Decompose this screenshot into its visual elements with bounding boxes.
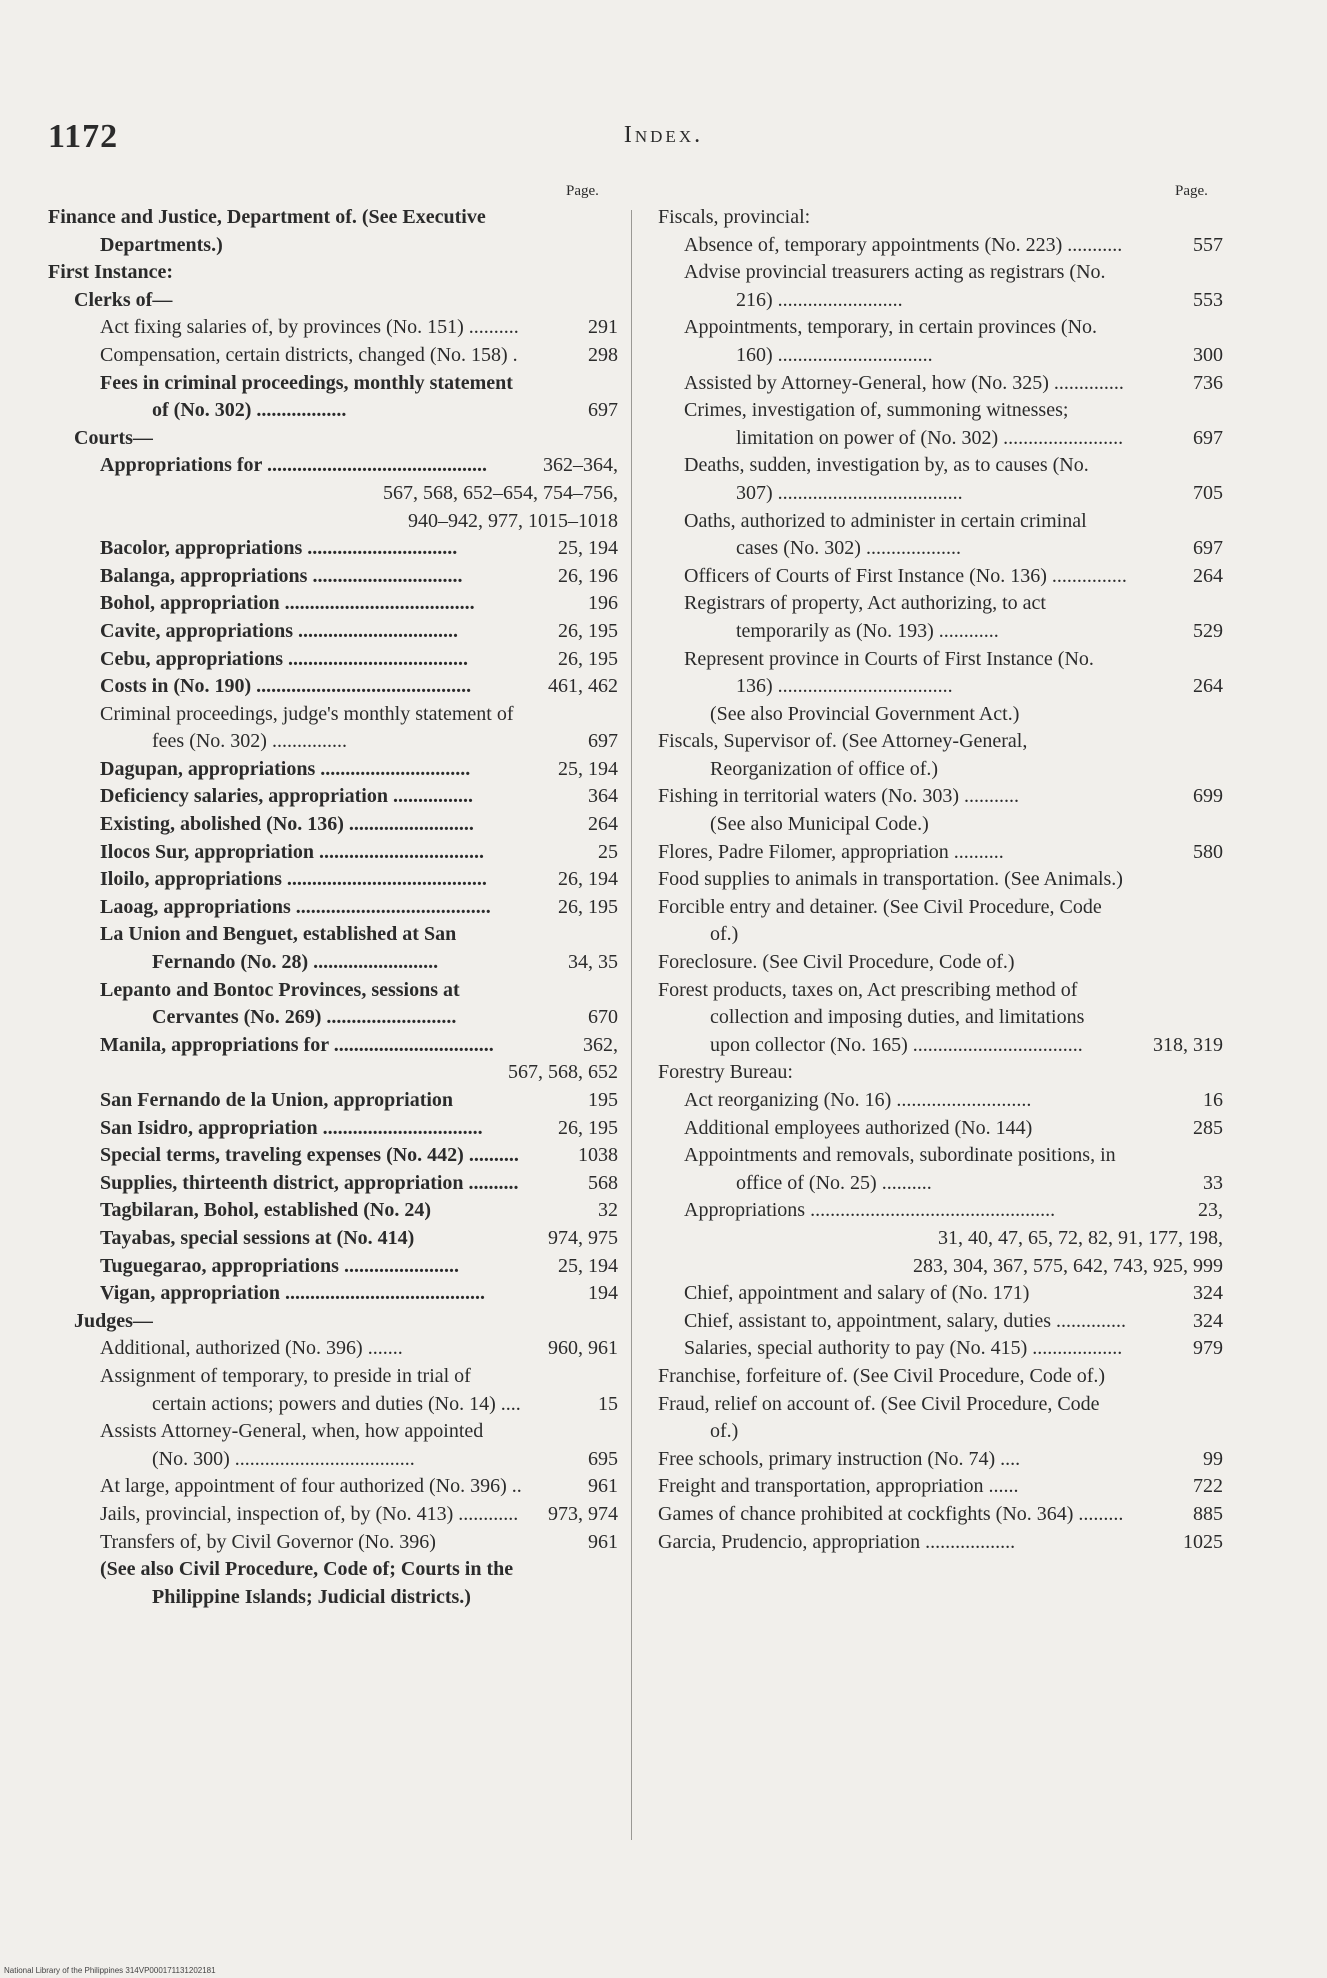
index-entry <box>48 1115 618 1143</box>
index-entry <box>48 811 618 839</box>
index-entry-page: 26, 195 <box>558 619 618 642</box>
index-entry <box>48 894 618 922</box>
index-entry <box>658 508 1223 563</box>
index-entry-text: Cavite, appropriations ................................ <box>100 619 458 642</box>
index-entry <box>48 673 618 701</box>
index-entry <box>48 370 618 425</box>
left-index-column <box>48 204 618 1611</box>
index-entry <box>48 425 618 453</box>
index-entry-text: Chief, assistant to, appointment, salary, duties .............. <box>684 1309 1126 1332</box>
index-entry-page: 697 <box>1193 426 1223 449</box>
index-entry-text: Forestry Bureau: <box>658 1061 793 1084</box>
index-entry <box>48 1032 618 1060</box>
index-entry-page: 461, 462 <box>548 675 618 698</box>
index-entry-text: Clerks of— <box>74 288 173 311</box>
index-entry <box>48 1087 618 1115</box>
index-entry-page: 264 <box>588 813 618 836</box>
index-entry-page: 25 <box>598 840 618 863</box>
index-entry-page: 26, 196 <box>558 564 618 587</box>
index-entry-page: 568 <box>588 1171 618 1194</box>
index-entry-text: Deaths, sudden, investigation by, as to causes (No. 307) ..................................... <box>684 454 1089 504</box>
index-entry <box>658 1308 1223 1336</box>
index-entry <box>48 452 618 480</box>
index-entry <box>658 1225 1223 1253</box>
index-entry-text: Oaths, authorized to administer in certain criminal cases (No. 302) ................... <box>684 509 1087 560</box>
index-entry <box>48 1363 618 1418</box>
index-entry-page: 697 <box>588 730 618 753</box>
index-entry-text: Lepanto and Bontoc Provinces, sessions at Cervantes (No. 269) .......................... <box>100 978 460 1029</box>
index-entry-page: 196 <box>588 592 618 615</box>
index-entry-text: Cebu, appropriations .................................... <box>100 647 469 670</box>
index-entry <box>48 287 618 315</box>
index-entry <box>658 452 1223 507</box>
index-entry-page: 99 <box>1203 1447 1223 1470</box>
index-entry-text: Deficiency salaries, appropriation ................ <box>100 785 473 808</box>
index-entry <box>48 535 618 563</box>
index-entry <box>658 397 1223 452</box>
index-entry-text: Assists Attorney-General, when, how appointed (No. 300) .................................... <box>100 1420 484 1470</box>
index-entry-page: 557 <box>1193 233 1223 256</box>
index-entry-text: First Instance: <box>48 261 173 284</box>
index-entry <box>658 370 1223 398</box>
index-entry-text: Tayabas, special sessions at (No. 414) <box>100 1226 415 1249</box>
index-entry-page: 670 <box>588 1006 618 1029</box>
index-entry <box>48 1529 618 1557</box>
index-entry-text: Additional employees authorized (No. 144) <box>684 1116 1033 1139</box>
index-entry-page: 285 <box>1193 1116 1223 1139</box>
index-entry-page-continuation: 940–942, 977, 1015–1018 <box>408 509 618 532</box>
index-entry-text: Manila, appropriations for ................................ <box>100 1033 494 1056</box>
index-entry <box>48 1280 618 1308</box>
index-entry <box>658 811 1223 839</box>
index-entry <box>658 1280 1223 1308</box>
index-entry-text: Flores, Padre Filomer, appropriation .......... <box>658 840 1004 863</box>
index-entry-text: Assisted by Attorney-General, how (No. 325) .............. <box>684 371 1124 394</box>
index-entry-text: Appointments, temporary, in certain provinces (No. 160) ............................... <box>684 316 1098 366</box>
index-entry <box>48 508 618 536</box>
index-entry-text: Balanga, appropriations .............................. <box>100 564 463 587</box>
index-entry-text: Ilocos Sur, appropriation ................................. <box>100 840 484 863</box>
index-entry-page: 697 <box>1193 537 1223 560</box>
index-entry-page: 974, 975 <box>548 1226 618 1249</box>
index-entry <box>48 866 618 894</box>
index-entry-text: Laoag, appropriations ....................................... <box>100 895 491 918</box>
library-footer: National Library of the Philippines 314VP000171131202181 <box>4 1966 216 1975</box>
index-entry-page: 961 <box>588 1475 618 1498</box>
index-entry <box>658 1253 1223 1281</box>
index-entry-page: 25, 194 <box>558 757 618 780</box>
index-entry <box>658 1363 1223 1391</box>
index-entry <box>658 232 1223 260</box>
index-entry-text: Salaries, special authority to pay (No. 415) .................. <box>684 1337 1123 1360</box>
index-entry <box>658 590 1223 645</box>
index-entry <box>48 342 618 370</box>
index-entry-page: 553 <box>1193 288 1223 311</box>
index-entry-text: Tuguegarao, appropriations ....................... <box>100 1254 459 1277</box>
index-entry <box>48 701 618 756</box>
index-entry <box>658 1473 1223 1501</box>
index-entry <box>658 949 1223 977</box>
index-entry-text: Franchise, forfeiture of. (See Civil Procedure, Code of.) <box>658 1364 1106 1387</box>
index-entry-text: (See also Civil Procedure, Code of; Courts in the Philippine Islands; Judicial districts.) <box>100 1558 514 1608</box>
index-entry-page: 697 <box>588 399 618 422</box>
index-entry <box>658 1335 1223 1363</box>
index-entry-page: 580 <box>1193 840 1223 863</box>
index-entry-page: 194 <box>588 1282 618 1305</box>
index-entry-page: 318, 319 <box>1153 1033 1223 1056</box>
index-entry-text: Forest products, taxes on, Act prescribing method of collection and imposing duties, and limitations upon collector (No. 165) .................................. <box>658 978 1085 1056</box>
index-entry-text: Courts— <box>74 426 153 449</box>
index-entry <box>48 1308 618 1336</box>
index-entry-text: Appropriations for ............................................ <box>100 454 488 477</box>
index-entry-page: 705 <box>1193 481 1223 504</box>
index-entry-page: 722 <box>1193 1475 1223 1498</box>
index-entry <box>48 563 618 591</box>
index-entry-page: 973, 974 <box>548 1502 618 1525</box>
index-entry-text: San Fernando de la Union, appropriation <box>100 1089 454 1111</box>
index-entry <box>48 1556 618 1611</box>
index-entry <box>658 1059 1223 1087</box>
index-entry <box>658 1501 1223 1529</box>
index-entry-page-continuation: 567, 568, 652 <box>508 1061 618 1084</box>
index-entry-text: Fraud, relief on account of. (See Civil Procedure, Code of.) <box>658 1392 1100 1443</box>
index-entry-page: 26, 195 <box>558 1116 618 1139</box>
index-entry <box>658 783 1223 811</box>
index-entry-text: Act fixing salaries of, by provinces (No. 151) .......... <box>100 316 519 339</box>
index-entry-page: 529 <box>1193 619 1223 642</box>
index-entry-page: 979 <box>1193 1337 1223 1360</box>
index-entry <box>48 1473 618 1501</box>
index-entry <box>658 1115 1223 1143</box>
index-entry-page: 264 <box>1193 564 1223 587</box>
index-entry <box>48 783 618 811</box>
index-entry-text: Registrars of property, Act authorizing, to act temporarily as (No. 193) ............ <box>684 592 1046 642</box>
index-entry-page: 25, 194 <box>558 1254 618 1277</box>
index-entry <box>48 314 618 342</box>
index-entry-page-continuation: 567, 568, 652–654, 754–756, <box>383 481 618 504</box>
index-entry-page: 1038 <box>578 1144 618 1167</box>
index-entry-text: Garcia, Prudencio, appropriation .................. <box>658 1530 1016 1553</box>
index-entry-text: Dagupan, appropriations .............................. <box>100 757 471 780</box>
index-entry-page-continuation: 31, 40, 47, 65, 72, 82, 91, 177, 198, <box>938 1226 1223 1249</box>
index-entry <box>48 977 618 1032</box>
column-divider <box>631 210 632 1840</box>
index-entry <box>48 1142 618 1170</box>
index-entry <box>658 1529 1223 1557</box>
index-entry-text: Existing, abolished (No. 136) ......................... <box>100 813 474 836</box>
index-entry <box>48 1253 618 1281</box>
index-entry <box>658 977 1223 1060</box>
index-entry-text: Costs in (No. 190) ........................................... <box>100 675 472 698</box>
index-entry-page: 364 <box>588 785 618 808</box>
index-entry-page: 324 <box>1193 1282 1223 1305</box>
index-entry-text: Officers of Courts of First Instance (No. 136) ............... <box>684 564 1127 587</box>
index-entry <box>48 1225 618 1253</box>
index-entry <box>658 204 1223 232</box>
index-entry <box>48 259 618 287</box>
index-entry-page: 195 <box>588 1089 618 1111</box>
index-entry-page: 960, 961 <box>548 1337 618 1360</box>
right-column-heading: Page. <box>1175 183 1208 199</box>
index-entry <box>658 728 1223 783</box>
index-entry-text: Bacolor, appropriations .............................. <box>100 537 458 560</box>
index-entry <box>48 618 618 646</box>
index-entry-page: 264 <box>1193 675 1223 698</box>
index-entry-page: 362, <box>583 1033 618 1056</box>
index-entry-page: 324 <box>1193 1309 1223 1332</box>
running-head: Index. <box>623 122 704 148</box>
index-entry <box>658 1197 1223 1225</box>
index-entry-text: Crimes, investigation of, summoning witnesses; limitation on power of (No. 302) ........................ <box>684 399 1124 449</box>
index-entry-text: Chief, appointment and salary of (No. 171) <box>684 1282 1030 1305</box>
index-entry-page: 33 <box>1203 1171 1223 1194</box>
index-entry <box>48 1170 618 1198</box>
index-entry-text: Free schools, primary instruction (No. 74) .... <box>658 1447 1021 1470</box>
index-entry <box>48 1059 618 1087</box>
index-entry <box>658 1142 1223 1197</box>
index-entry-text: Forcible entry and detainer. (See Civil Procedure, Code of.) <box>658 895 1102 946</box>
index-entry-text: Act reorganizing (No. 16) ........................... <box>684 1089 1032 1111</box>
index-entry <box>658 646 1223 701</box>
index-entry-page: 298 <box>588 343 618 366</box>
index-entry-text: Jails, provincial, inspection of, by (No. 413) ............ <box>100 1502 519 1525</box>
index-entry <box>658 1087 1223 1115</box>
index-entry <box>658 894 1223 949</box>
index-entry <box>658 1391 1223 1446</box>
index-entry-text: Judges— <box>74 1309 153 1332</box>
index-entry-text: Vigan, appropriation ........................................ <box>100 1282 486 1305</box>
page-number: 1172 <box>48 118 119 155</box>
index-entry-text: Transfers of, by Civil Governor (No. 396) <box>100 1530 436 1553</box>
index-entry-text: Compensation, certain districts, changed (No. 158) . <box>100 343 518 366</box>
index-entry-page: 32 <box>598 1199 618 1222</box>
index-entry-text: (See also Provincial Government Act.) <box>710 702 1020 725</box>
index-entry <box>48 590 618 618</box>
left-column-heading: Page. <box>566 183 599 199</box>
index-entry <box>48 1501 618 1529</box>
index-entry <box>48 921 618 976</box>
index-entry <box>658 839 1223 867</box>
index-entry-text: Appointments and removals, subordinate positions, in office of (No. 25) .......... <box>684 1144 1116 1194</box>
index-entry <box>48 1197 618 1225</box>
index-entry-text: Special terms, traveling expenses (No. 442) .......... <box>100 1144 519 1167</box>
index-entry-page: 26, 195 <box>558 647 618 670</box>
index-entry-page: 362–364, <box>543 454 618 477</box>
index-entry-page: 23, <box>1198 1199 1223 1222</box>
index-entry-page-continuation: 283, 304, 367, 575, 642, 743, 925, 999 <box>913 1254 1223 1277</box>
index-entry <box>48 480 618 508</box>
index-entry-text: Iloilo, appropriations ........................................ <box>100 868 487 891</box>
index-entry <box>658 259 1223 314</box>
index-entry-text: Represent province in Courts of First Instance (No. 136) ................................... <box>684 647 1094 698</box>
index-entry <box>48 1418 618 1473</box>
index-entry-text: Tagbilaran, Bohol, established (No. 24) <box>100 1199 431 1222</box>
index-entry-page: 736 <box>1193 371 1223 394</box>
index-entry-page: 1025 <box>1183 1530 1223 1553</box>
index-entry <box>658 314 1223 369</box>
index-entry-page: 25, 194 <box>558 537 618 560</box>
index-entry-text: Bohol, appropriation ...................................... <box>100 592 475 615</box>
index-entry-text: Criminal proceedings, judge's monthly statement of fees (No. 302) ............... <box>100 702 514 753</box>
index-entry-page: 15 <box>598 1392 618 1415</box>
index-entry-text: Fishing in territorial waters (No. 303) ........... <box>658 785 1020 808</box>
index-entry-text: Games of chance prohibited at cockfights (No. 364) ......... <box>658 1502 1124 1525</box>
index-entry-text: Finance and Justice, Department of. (See Executive Departments.) <box>48 206 486 256</box>
index-entry-text: Food supplies to animals in transportation. (See Animals.) <box>658 868 1123 891</box>
index-entry-text: San Isidro, appropriation ................................ <box>100 1116 483 1139</box>
index-entry-text: Appropriations ................................................. <box>684 1199 1056 1222</box>
index-entry-text: Fiscals, Supervisor of. (See Attorney-General, Reorganization of office of.) <box>658 730 1028 780</box>
index-entry <box>658 866 1223 894</box>
index-entry-text: At large, appointment of four authorized (No. 396) .. <box>100 1475 522 1498</box>
index-entry-page: 699 <box>1193 785 1223 808</box>
index-entry-text: Advise provincial treasurers acting as registrars (No. 216) ......................... <box>684 261 1106 311</box>
index-entry-page: 300 <box>1193 343 1223 366</box>
index-entry-page: 291 <box>588 316 618 339</box>
index-entry-page: 16 <box>1203 1089 1223 1111</box>
index-entry-text: Fiscals, provincial: <box>658 206 811 228</box>
index-entry-text: (See also Municipal Code.) <box>710 813 929 836</box>
index-entry <box>48 1335 618 1363</box>
index-entry-text: Supplies, thirteenth district, appropriation .......... <box>100 1171 519 1194</box>
index-entry-text: Assignment of temporary, to preside in trial of certain actions; powers and duties (No. 14) .... <box>100 1364 521 1415</box>
index-entry-text: Freight and transportation, appropriation ...... <box>658 1475 1019 1498</box>
index-entry <box>658 1446 1223 1474</box>
index-entry-page: 26, 194 <box>558 868 618 891</box>
index-entry <box>48 756 618 784</box>
index-entry-text: Fees in criminal proceedings, monthly statement of (No. 302) .................. <box>100 371 513 422</box>
right-index-column <box>658 204 1223 1556</box>
index-entry-text: Absence of, temporary appointments (No. 223) ........... <box>684 233 1123 256</box>
index-entry-text: Additional, authorized (No. 396) ....... <box>100 1337 403 1360</box>
index-entry-page: 961 <box>588 1530 618 1553</box>
index-entry-page: 34, 35 <box>568 951 618 974</box>
index-entry-page: 695 <box>588 1447 618 1470</box>
index-entry <box>48 204 618 259</box>
index-entry <box>48 839 618 867</box>
index-entry <box>48 646 618 674</box>
index-entry-page: 26, 195 <box>558 895 618 918</box>
index-entry <box>658 701 1223 729</box>
index-entry-page: 885 <box>1193 1502 1223 1525</box>
index-entry-text: La Union and Benguet, established at San Fernando (No. 28) ......................... <box>100 923 457 974</box>
index-entry-text: Foreclosure. (See Civil Procedure, Code of.) <box>658 951 1015 974</box>
index-entry <box>658 563 1223 591</box>
